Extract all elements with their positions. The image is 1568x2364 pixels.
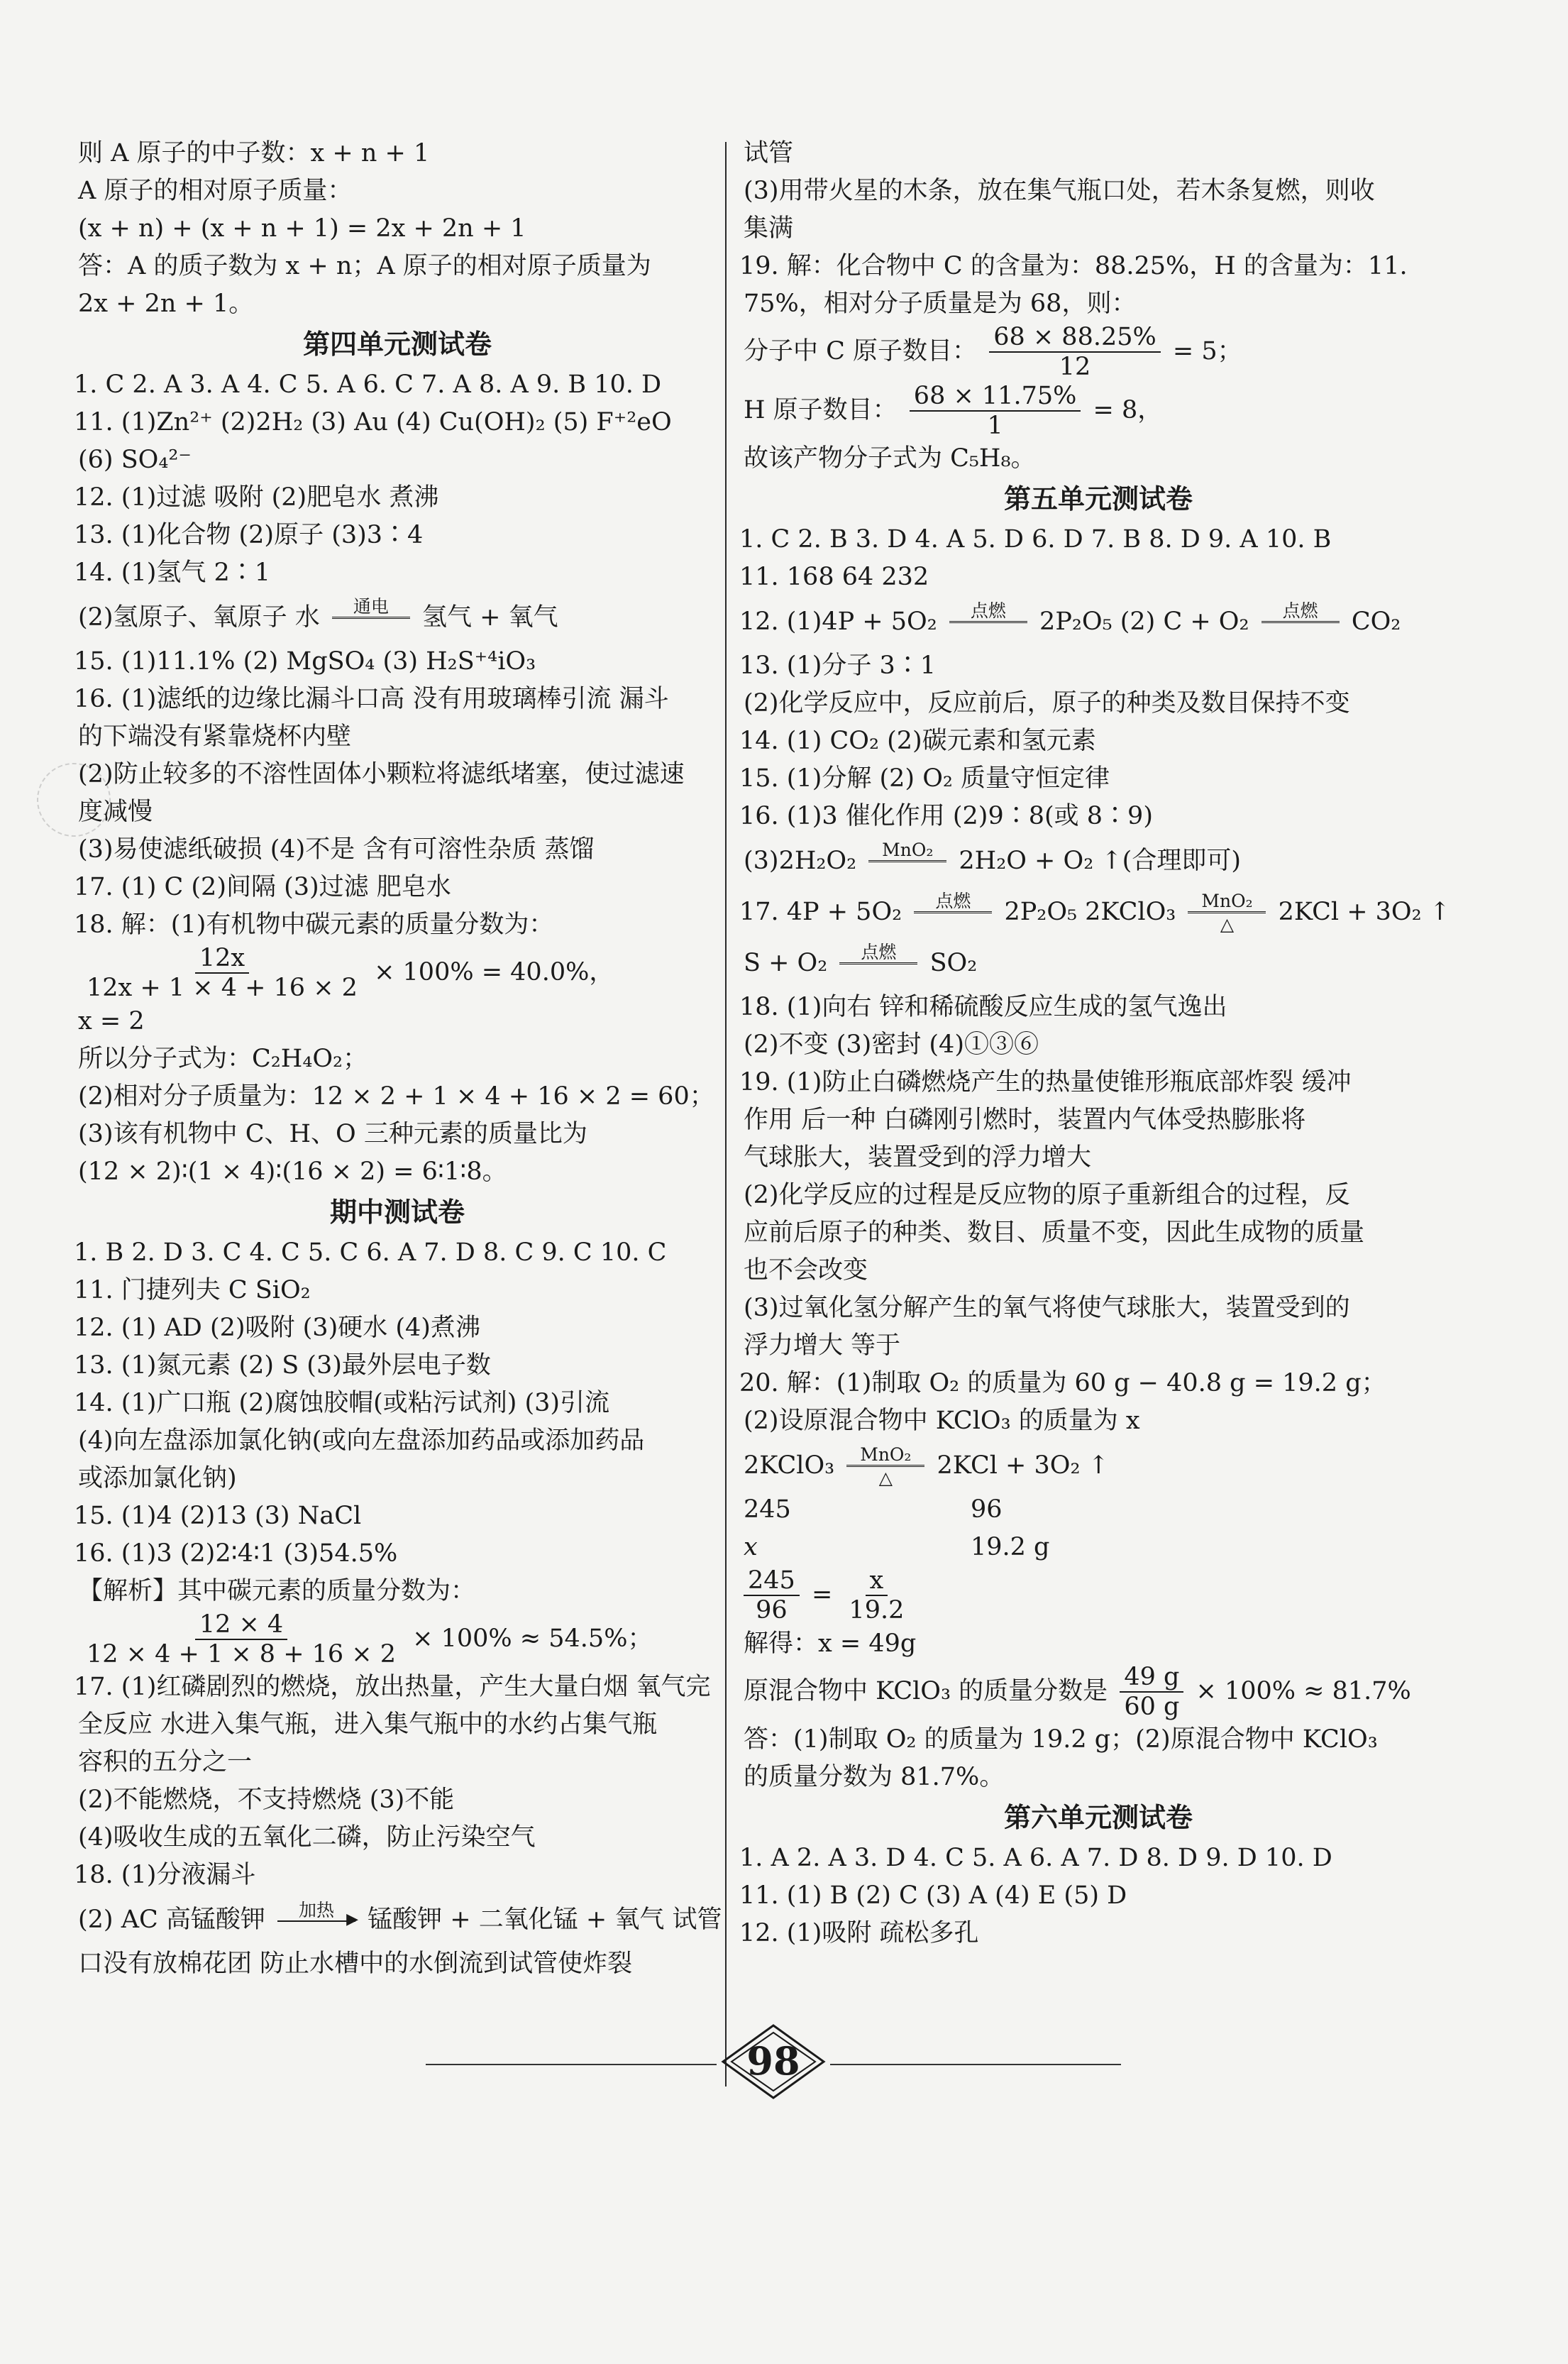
answer-line: 11. (1)Zn²⁺ (2)2H₂ (3) Au (4) Cu(OH)₂ (5) F⁺²eO [74,408,672,436]
denominator: 1 [987,411,1003,440]
reaction-arrow [1188,892,1266,934]
reaction-arrow [949,602,1027,644]
denominator: 12 [1059,353,1091,382]
answer-line: 1. C 2. A 3. A 4. C 5. A 6. C 7. A 8. A 9. B 10. D [74,370,662,399]
answer-line: 气球胀大，装置受到的浮力增大 [744,1143,1092,1172]
equation-reactants: S + O₂ [744,949,828,977]
numerator: 12x [195,944,249,974]
answer-line: 11. (1) B (2) C (3) A (4) E (5) D [739,1881,1127,1910]
answer-line: (3)该有机物中 C、H、O 三种元素的质量比为 [78,1119,587,1148]
answer-line: 全反应 水进入集气瓶，进入集气瓶中的水约占集气瓶 [78,1710,658,1739]
answer-line: 19. 解：化合物中 C 的含量为：88.25%，H 的含量为：11. [739,252,1408,280]
equation-reactants: 2KClO₃ [744,1451,835,1480]
reaction-condition: 点燃 [861,942,897,963]
answer-line: 1. A 2. A 3. D 4. C 5. A 6. A 7. D 8. D 9. D 10. D [739,1844,1332,1872]
answer-line: 18. 解：(1)有机物中碳元素的质量分数为： [74,911,554,939]
answer-line: 解得：x = 49g [744,1629,917,1658]
section-heading-midterm: 期中测试卷 [329,1196,465,1228]
stoich-value: 19.2 g [971,1533,1050,1561]
answer-line: 17. (1) C (2)间隔 (3)过滤 肥皂水 [74,873,451,901]
text-line: 答：A 的质子数为 x + n；A 原子的相对原子质量为 [78,252,651,280]
answer-line: 集满 [744,214,794,243]
fraction-prefix: H 原子数目： [744,395,898,424]
equation-line [744,938,1453,989]
stoich-value: x [744,1533,758,1561]
answer-line: 也不会改变 [744,1256,868,1285]
equation-prefix: (2)氢原子、氧原子 水 [78,603,320,632]
fraction [1120,1663,1183,1722]
reaction-arrow [868,841,946,883]
reaction-arrow [914,892,992,934]
answer-line: 1. C 2. B 3. D 4. A 5. D 6. D 7. B 8. D 9. A 10. B [739,525,1332,554]
stoich-row [744,1491,1453,1529]
fraction [989,323,1161,382]
numerator: x [866,1566,888,1596]
denominator: 96 [756,1596,788,1625]
answer-line: 浮力增大 等于 [744,1331,901,1360]
fraction-prefix: 原混合物中 KClO₃ 的质量分数是 [744,1676,1108,1705]
equation-products: 2KCl + 3O₂ ↑ [1278,898,1451,926]
answer-line: 故该产物分子式为 C₅H₈。 [744,444,1036,473]
fraction-tail: = 8， [1093,395,1163,424]
right-column [739,135,1453,1952]
answer-line: 11. 168 64 232 [739,563,929,591]
column-divider [725,142,727,2087]
page-number-badge [720,2023,827,2101]
stoich-row [744,1529,1453,1566]
answer-line: x = 2 [78,1006,145,1035]
equation-products: 2P₂O₅ (2) C + O₂ [1039,608,1249,636]
answer-line: 13. (1)分子 3∶1 [739,652,937,680]
page-number: 98 [746,2038,800,2084]
numerator: 12 × 4 [195,1610,287,1640]
equation-reactants: 12. (1)4P + 5O₂ [739,608,937,636]
reaction-condition: 点燃 [970,600,1006,622]
reaction-condition: MnO₂ [1201,891,1253,912]
answer-line: (4)向左盘添加氯化钠(或向左盘添加药品或添加药品 [78,1426,645,1455]
footer-rule-right [830,2064,1121,2065]
equation-products: 锰酸钾 + 二氧化锰 + 氧气 试管 [368,1906,722,1934]
answer-line: 18. (1)向右 锌和稀硫酸反应生成的氢气逸出 [739,993,1227,1021]
denominator: 12x + 1 × 4 + 16 × 2 [87,974,358,1003]
answer-line: 试管 [744,139,794,167]
answer-line: (2)相对分子质量为：12 × 2 + 1 × 4 + 16 × 2 = 60； [78,1082,714,1111]
fraction [744,1566,800,1625]
equation-reactants: 17. 4P + 5O₂ [739,898,902,926]
fraction-tail: × 100% = 40.0%， [374,957,614,986]
equation-prefix: (2) AC 高锰酸钾 [78,1906,265,1934]
denominator: 60 g [1124,1692,1180,1721]
section-heading-unit4: 第四单元测试卷 [302,329,492,360]
fraction [844,1566,908,1625]
answer-line: 13. (1)氮元素 (2) S (3)最外层电子数 [74,1351,491,1380]
equation-line [744,1440,1453,1491]
numerator: 49 g [1120,1663,1183,1693]
fraction-line [78,1610,717,1669]
answer-line: (2)化学反应的过程是反应物的原子重新组合的过程，反 [744,1181,1350,1209]
fraction [82,1610,400,1669]
answer-line: (3)易使滤纸破损 (4)不是 含有可溶性杂质 蒸馏 [78,835,595,864]
section-heading-unit6: 第六单元测试卷 [1003,1802,1193,1833]
answer-line: 1. B 2. D 3. C 4. C 5. C 6. A 7. D 8. C 9. C 10. C [74,1238,667,1267]
answer-line: 口没有放棉花团 防止水槽中的水倒流到试管使炸裂 [78,1950,633,1978]
equation-line [78,592,717,643]
numerator: 68 × 88.25% [989,323,1161,353]
reaction-arrow: 加热 ▶ [277,1901,355,1940]
answer-line: (2)化学反应中，反应前后，原子的种类及数目保持不变 [744,689,1350,718]
answer-line: 16. (1)3 (2)2∶4∶1 (3)54.5% [74,1539,398,1568]
fraction [910,382,1081,441]
answer-line: 15. (1)分解 (2) O₂ 质量守恒定律 [739,764,1110,793]
numerator: 68 × 11.75% [910,382,1081,412]
answer-line: 12. (1)过滤 吸附 (2)肥皂水 煮沸 [74,483,439,512]
fraction-tail: = 5； [1172,336,1242,365]
reaction-condition: 点燃 [1282,600,1318,622]
stoich-value: 96 [971,1495,1003,1524]
answer-line: 或添加氯化钠) [78,1463,237,1492]
equation-reactants: (3)2H₂O₂ [744,847,857,875]
answer-line: 15. (1)4 (2)13 (3) NaCl [74,1501,362,1530]
reaction-condition: MnO₂ [882,840,934,861]
equation-products: 2H₂O + O₂ ↑(合理即可) [959,847,1241,875]
answer-line: (4)吸收生成的五氧化二磷，防止污染空气 [78,1823,536,1852]
answer-line: (2)防止较多的不溶性固体小颗粒将滤纸堵塞，使过滤速 [78,760,685,788]
answer-line: 的下端没有紧靠烧杯内壁 [78,722,352,751]
answer-line: 12. (1)吸附 疏松多孔 [739,1919,979,1947]
denominator: 12 × 4 + 1 × 8 + 16 × 2 [87,1639,397,1668]
reaction-condition: 加热 [299,1900,335,1921]
equation-products: SO₂ [929,949,978,977]
heat-symbol: △ [878,1467,893,1488]
stoich-value: 245 [744,1495,791,1524]
fraction-tail: × 100% ≈ 54.5%； [412,1624,653,1653]
answer-line: 容积的五分之一 [78,1748,253,1776]
fraction [82,944,362,1003]
answer-line: (3)用带火星的木条，放在集气瓶口处，若木条复燃，则收 [744,177,1375,205]
equation-products: 2KCl + 3O₂ ↑ [937,1451,1109,1480]
equation-line [739,886,1453,938]
answer-line: 17. (1)红磷剧烈的燃烧，放出热量，产生大量白烟 氧气完 [74,1673,711,1701]
text-line: 则 A 原子的中子数：x + n + 1 [78,139,430,167]
answer-line: 13. (1)化合物 (2)原子 (3)3∶4 [74,521,424,549]
denominator: 19.2 [849,1596,905,1625]
reaction-arrow [846,1446,924,1488]
left-column [74,135,722,1983]
reaction-condition: 通电 [353,596,389,617]
reaction-arrow [1261,602,1340,644]
answer-line: 所以分子式为：C₂H₄O₂； [78,1044,368,1073]
answer-line: 20. 解：(1)制取 O₂ 的质量为 60 g − 40.8 g = 19.2 g； [739,1369,1386,1397]
answer-line: 75%，相对分子质量是为 68，则： [744,290,1137,318]
equation-products: 2P₂O₅ 2KClO₃ [1004,898,1176,926]
numerator: 245 [744,1566,800,1596]
text-line: (x + n) + (x + n + 1) = 2x + 2n + 1 [78,214,526,243]
reaction-arrow [332,598,410,639]
equation-products: 氢气 + 氧气 [422,603,558,632]
answer-line: 【解析】其中碳元素的质量分数为： [78,1576,476,1605]
equation-products: CO₂ [1351,608,1401,636]
proportion-line: $\frac{245}{96}$ = $\frac{x}{19.2}$ [744,1566,1453,1625]
answer-line: 11. 门捷列夫 C SiO₂ [74,1275,311,1304]
answer-line: (3)过氧化氢分解产生的氧气将使气球胀大，装置受到的 [744,1294,1350,1322]
fraction-prefix: 分子中 C 原子数目： [744,336,978,365]
section-heading-unit5: 第五单元测试卷 [1003,483,1193,515]
footer-rule-left [426,2064,717,2065]
answer-line: 19. (1)防止白磷燃烧产生的热量使锥形瓶底部炸裂 缓冲 [739,1068,1352,1096]
reaction-condition: MnO₂ [860,1444,912,1466]
answer-line: 16. (1)3 催化作用 (2)9∶8(或 8∶9) [739,802,1153,830]
answer-line: (2)设原混合物中 KClO₃ 的质量为 x [744,1407,1140,1435]
heat-symbol: △ [1220,913,1235,935]
answer-line: 作用 后一种 白磷刚引燃时，装置内气体受热膨胀将 [744,1106,1306,1134]
answer-line: 14. (1)氢气 2∶1 [74,559,271,587]
answer-line: 14. (1)广口瓶 (2)腐蚀胶帽(或粘污试剂) (3)引流 [74,1388,610,1417]
fraction-tail: × 100% ≈ 81.7% [1196,1676,1411,1705]
answer-line: (12 × 2)∶(1 × 4)∶(16 × 2) = 6∶1∶8。 [78,1157,507,1186]
answer-line: 16. (1)滤纸的边缘比漏斗口高 没有用玻璃棒引流 漏斗 [74,685,669,713]
text-line: 2x + 2n + 1。 [78,290,254,318]
fraction-line [744,1663,1453,1722]
answer-line: 答：(1)制取 O₂ 的质量为 19.2 g；(2)原混合物中 KClO₃ [744,1725,1378,1754]
answer-line: 18. (1)分液漏斗 [74,1861,256,1889]
answer-line: (6) SO₄²⁻ [78,446,192,474]
fraction-line [78,944,717,1003]
answer-line: 12. (1) AD (2)吸附 (3)硬水 (4)煮沸 [74,1313,480,1342]
reaction-condition: 点燃 [935,891,971,912]
reaction-arrow [839,943,917,985]
answer-line: (2)不能燃烧，不支持燃烧 (3)不能 [78,1786,455,1814]
answer-line: 14. (1) CO₂ (2)碳元素和氢元素 [739,727,1096,755]
answer-line: 的质量分数为 81.7%。 [744,1763,1005,1791]
answer-line: 应前后原子的种类、数目、质量不变，因此生成物的质量 [744,1219,1365,1247]
answer-line: 度减慢 [78,798,153,826]
text-line: A 原子的相对原子质量： [78,177,353,205]
fraction-line [744,382,1453,441]
equation-line [744,835,1453,886]
equation-line [78,1894,722,1945]
answer-line: 15. (1)11.1% (2) MgSO₄ (3) H₂S⁺⁴iO₃ [74,647,536,676]
answer-line: (2)不变 (3)密封 (4)①③⑥ [744,1030,1039,1059]
equation-line [739,596,1453,647]
fraction-line [744,323,1453,382]
